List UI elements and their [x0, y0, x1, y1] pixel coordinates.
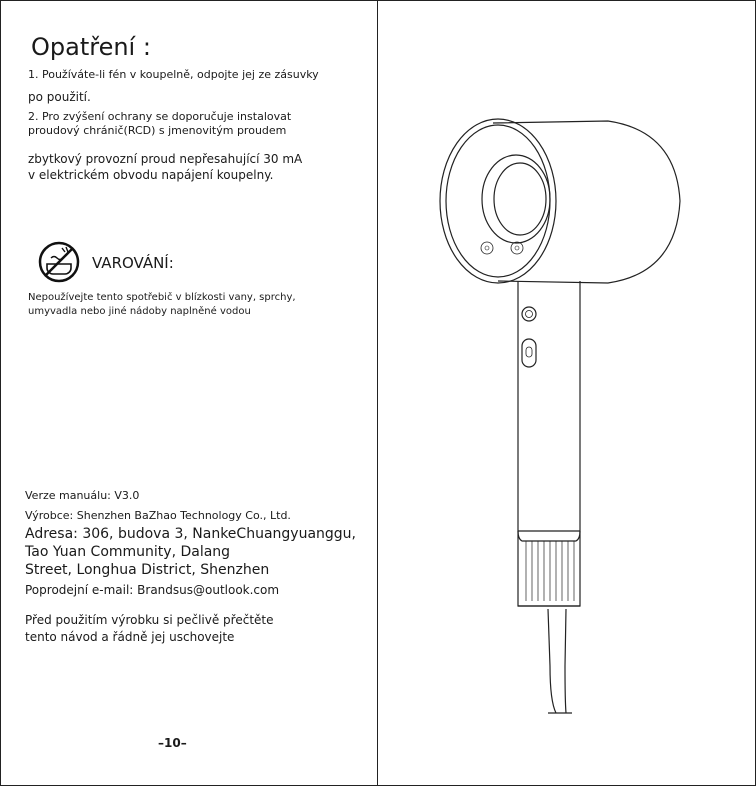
sales-email: Poprodejní e-mail: Brandsus@outlook.com [25, 583, 280, 597]
note-line-2: tento návod a řádně jej uschovejte [25, 630, 235, 644]
precaution-1-line-1: 1. Používáte-li fén v koupelně, odpojte jej ze zásuvky [28, 68, 319, 81]
precaution-1-line-2: po použití. [28, 90, 91, 104]
warning-line-1: Nepoužívejte tento spotřebič v blízkosti vany, sprchy, [28, 292, 296, 303]
right-page [377, 0, 756, 786]
note-line-1: Před použitím výrobku si pečlivě přečtěte [25, 613, 274, 627]
precaution-3-line-2: v elektrickém obvodu napájení koupelny. [28, 168, 274, 182]
left-page [0, 0, 378, 786]
precaution-2-line-2: proudový chránič(RCD) s jmenovitým proudem [28, 124, 287, 137]
address-line-2: Tao Yuan Community, Dalang [25, 544, 231, 560]
manufacturer: Výrobce: Shenzhen BaZhao Technology Co., Ltd. [25, 509, 291, 522]
warning-title: VAROVÁNÍ: [92, 254, 174, 272]
precaution-3-line-1: zbytkový provozní proud nepřesahující 30 mA [28, 152, 303, 166]
address-line-3: Street, Longhua District, Shenzhen [25, 562, 270, 578]
no-water-bath-icon [37, 240, 81, 284]
hair-dryer-illustration [438, 101, 708, 721]
warning-line-2: umyvadla nebo jiné nádoby naplněné vodou [28, 306, 251, 317]
manual-version: Verze manuálu: V3.0 [25, 489, 140, 502]
precaution-2-line-1: 2. Pro zvýšení ochrany se doporučuje instalovat [28, 110, 292, 123]
page-title: Opatření : [31, 33, 151, 61]
address-line-1: Adresa: 306, budova 3, NankeChuangyuanggu, [25, 526, 356, 542]
page-number: –10– [158, 736, 187, 750]
